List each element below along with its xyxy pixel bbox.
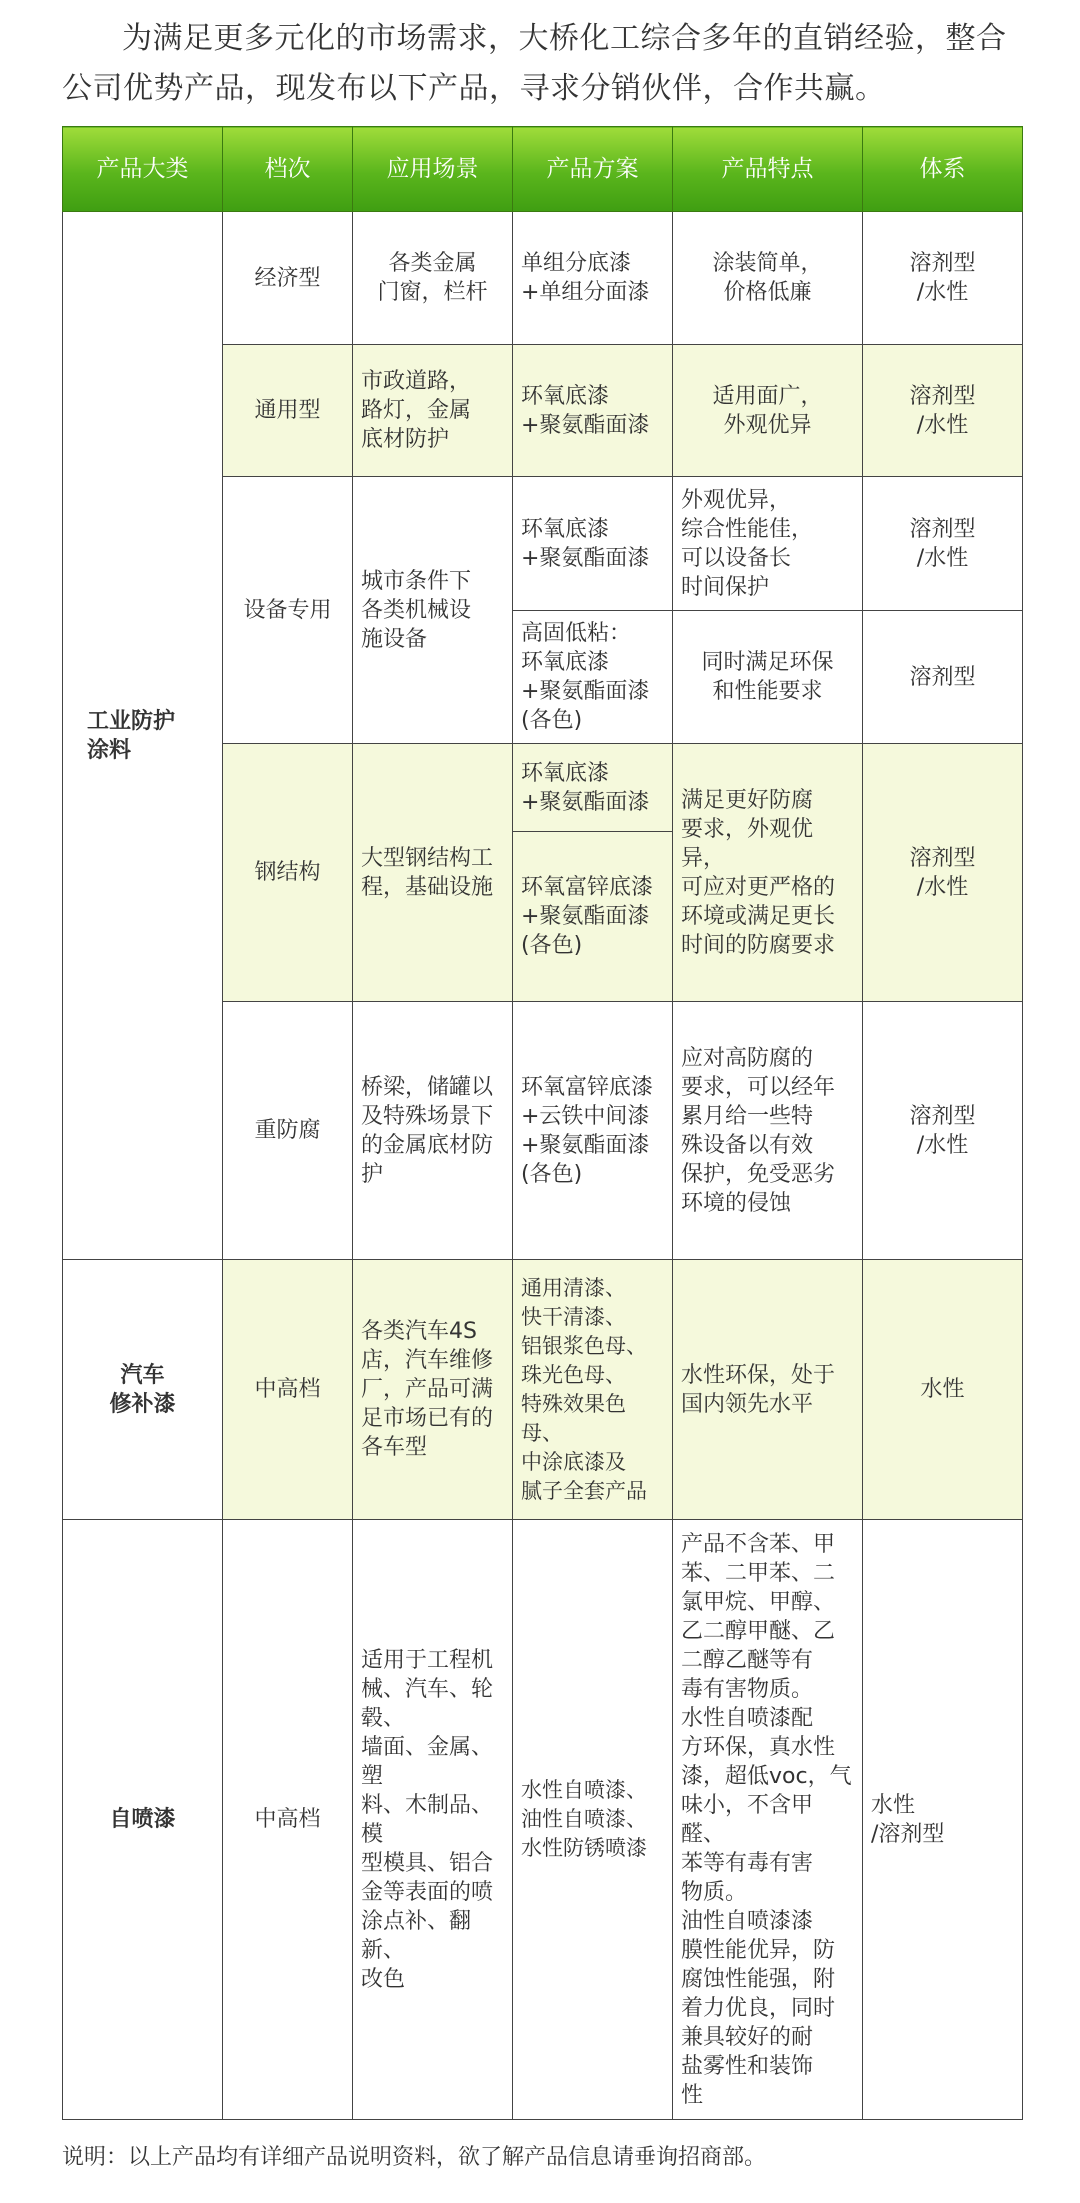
system-cell: 溶剂型 /水性 <box>863 1002 1023 1260</box>
feature-cell: 适用面广， 外观优异 <box>673 345 863 477</box>
intro-paragraph: 为满足更多元化的市场需求，大桥化工综合多年的直销经验，整合公司优势产品，现发布以下产品，寻求分销伙伴，合作共赢。 <box>62 21 1007 106</box>
plan-cell: 环氧富锌底漆 +聚氨酯面漆 (各色) <box>513 832 673 1002</box>
scene-cell: 市政道路， 路灯，金属 底材防护 <box>353 345 513 477</box>
plan-cell: 环氧底漆 +聚氨酯面漆 <box>513 744 673 832</box>
system-cell: 溶剂型 /水性 <box>863 744 1023 1002</box>
plan-cell: 环氧富锌底漆 +云铁中间漆 +聚氨酯面漆 (各色) <box>513 1002 673 1260</box>
header-system: 体系 <box>863 127 1023 212</box>
scene-cell: 大型钢结构工 程，基础设施 <box>353 744 513 1002</box>
scene-cell: 桥梁，储罐以 及特殊场景下 的金属底材防 护 <box>353 1002 513 1260</box>
grade-cell: 通用型 <box>223 345 353 477</box>
feature-cell: 涂装简单， 价格低廉 <box>673 212 863 345</box>
footnote: 说明：以上产品均有详细产品说明资料，欲了解产品信息请垂询招商部。 <box>62 2145 767 2170</box>
grade-cell: 重防腐 <box>223 1002 353 1260</box>
table-row <box>63 1520 1023 2120</box>
plan-cell: 环氧底漆 +聚氨酯面漆 <box>513 345 673 477</box>
header-plan: 产品方案 <box>513 127 673 212</box>
system-cell: 溶剂型 /水性 <box>863 477 1023 611</box>
category-spray: 自喷漆 <box>63 1520 223 2120</box>
grade-cell: 中高档 <box>223 1260 353 1520</box>
product-table <box>62 126 1023 2120</box>
system-cell: 溶剂型 /水性 <box>863 212 1023 345</box>
plan-cell: 高固低粘： 环氧底漆 +聚氨酯面漆 (各色) <box>513 611 673 744</box>
system-cell: 水性 <box>863 1260 1023 1520</box>
grade-cell: 钢结构 <box>223 744 353 1002</box>
feature-cell: 水性环保，处于 国内领先水平 <box>673 1260 863 1520</box>
feature-cell: 外观优异， 综合性能佳， 可以设备长 时间保护 <box>673 477 863 611</box>
header-feature: 产品特点 <box>673 127 863 212</box>
plan-cell: 通用清漆、 快干清漆、 铝银浆色母、 珠光色母、 特殊效果色母、 中涂底漆及 腻子全套产品 <box>513 1260 673 1520</box>
header-scene: 应用场景 <box>353 127 513 212</box>
table-header-row <box>63 127 1023 212</box>
grade-cell: 设备专用 <box>223 477 353 744</box>
feature-cell: 满足更好防腐 要求，外观优异， 可应对更严格的 环境或满足更长 时间的防腐要求 <box>673 744 863 1002</box>
header-grade: 档次 <box>223 127 353 212</box>
category-industrial: 工业防护 涂料 <box>63 212 223 1260</box>
grade-cell: 中高档 <box>223 1520 353 2120</box>
plan-cell: 环氧底漆 +聚氨酯面漆 <box>513 477 673 611</box>
scene-cell: 适用于工程机 械、汽车、轮毂、 墙面、金属、塑 料、木制品、模 型模具、铝合 金等表面的喷 涂点补、翻新、 改色 <box>353 1520 513 2120</box>
plan-cell: 水性自喷漆、 油性自喷漆、 水性防锈喷漆 <box>513 1520 673 2120</box>
plan-cell: 单组分底漆 +单组分面漆 <box>513 212 673 345</box>
feature-cell: 应对高防腐的 要求，可以经年 累月给一些特 殊设备以有效 保护，免受恶劣 环境的侵蚀 <box>673 1002 863 1260</box>
scene-cell: 各类金属 门窗，栏杆 <box>353 212 513 345</box>
feature-cell: 产品不含苯、甲 苯、二甲苯、二 氯甲烷、甲醇、 乙二醇甲醚、乙 二醇乙醚等有 毒有害物质。 水性自喷漆配 方环保，真水性 漆，超低voc，气 味小，不含甲醛、 苯等有毒有害 物质。 油性自喷漆漆 膜性能优异，防 腐蚀性能强，附 着力优良，同时 兼具较好的耐 盐雾性和装饰 性 <box>673 1520 863 2120</box>
scene-cell: 各类汽车4S 店，汽车维修 厂，产品可满 足市场已有的 各车型 <box>353 1260 513 1520</box>
table-row <box>63 212 1023 345</box>
grade-cell: 经济型 <box>223 212 353 345</box>
table-row <box>63 1260 1023 1520</box>
system-cell: 水性 /溶剂型 <box>863 1520 1023 2120</box>
system-cell: 溶剂型 /水性 <box>863 345 1023 477</box>
header-category: 产品大类 <box>63 127 223 212</box>
feature-cell: 同时满足环保 和性能要求 <box>673 611 863 744</box>
system-cell: 溶剂型 <box>863 611 1023 744</box>
category-auto: 汽车 修补漆 <box>63 1260 223 1520</box>
scene-cell: 城市条件下 各类机械设 施设备 <box>353 477 513 744</box>
